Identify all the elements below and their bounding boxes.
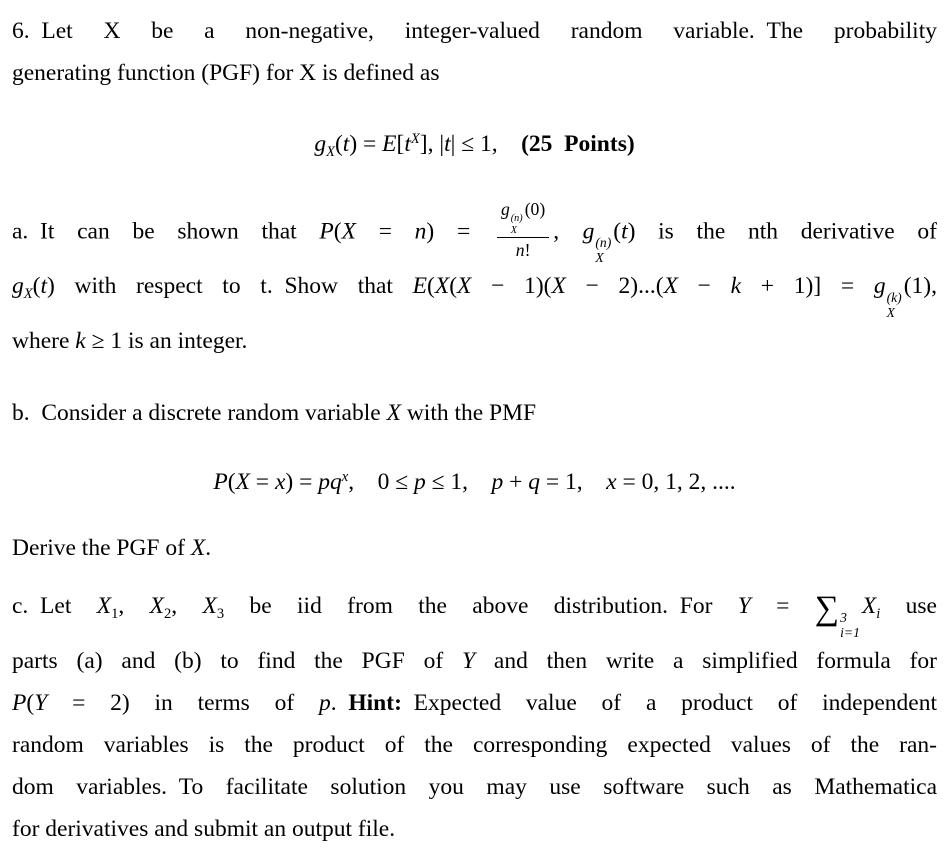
math-italic-run: P	[319, 218, 334, 245]
text-run: | ≤ 1,	[450, 131, 522, 157]
part-b	[12, 392, 937, 434]
text-run: (1),	[903, 273, 937, 300]
part-c-line-1	[12, 585, 937, 640]
summation-symbol: ∑	[814, 590, 840, 628]
math-italic-run: X	[386, 400, 401, 427]
text-run: (	[227, 469, 236, 496]
math-italic-run: P	[213, 469, 228, 496]
math-italic-run: g	[873, 273, 886, 300]
subscript: 1	[111, 606, 119, 623]
math-subsup	[840, 610, 860, 641]
math-italic-run: X	[149, 593, 164, 620]
part-c	[12, 585, 937, 850]
math-italic-run: pq	[318, 469, 342, 496]
bold-run: (25 Points)	[521, 131, 635, 157]
math-italic-run: p	[318, 690, 331, 717]
intro-line-2	[12, 52, 937, 94]
math-italic-run: X	[202, 593, 217, 620]
part-a-line-3	[12, 320, 937, 362]
subscript: 2	[163, 606, 172, 623]
text-run: (	[26, 690, 35, 717]
text-run: − 1)(	[471, 273, 552, 300]
math-italic-run: x	[274, 469, 286, 496]
math-italic-run: k	[730, 273, 742, 300]
math-subsup	[887, 290, 902, 321]
superscript: (k)	[886, 289, 902, 305]
text-run: .	[205, 535, 212, 562]
text-run: 6. Let X be a non-negative, integer-valued random variable. The probability	[12, 18, 937, 44]
text-run: ], |	[419, 131, 445, 157]
part-a	[12, 201, 937, 362]
text-run: be iid from the above distribution. For	[224, 593, 738, 620]
math-fraction	[497, 198, 549, 262]
text-run: [	[396, 131, 405, 157]
text-run: dom variables. To facilitate solution you may use software such as Mathematica	[12, 774, 937, 801]
text-run: ,	[553, 218, 583, 245]
text-run: (	[613, 218, 622, 245]
math-italic-run: g	[582, 218, 595, 245]
text-run: .	[330, 690, 349, 717]
math-italic-run: E	[382, 131, 397, 157]
derive-line	[12, 527, 937, 569]
subscript: i=1	[840, 625, 860, 641]
part-c-line-2	[12, 640, 937, 682]
text-run: (0)	[524, 199, 546, 220]
text-run: ) =	[349, 131, 383, 157]
math-subsup	[595, 235, 611, 266]
math-italic-run: k	[75, 328, 86, 355]
bold-run: Hint:	[348, 690, 402, 717]
subscript: i	[876, 606, 881, 623]
math-italic-run: X	[235, 469, 250, 496]
subscript: X	[23, 286, 33, 303]
text-run: =	[750, 593, 815, 620]
fraction-numerator	[497, 198, 549, 238]
subscript: X	[595, 250, 604, 266]
text-run: ,	[118, 593, 150, 620]
math-subsup	[511, 213, 523, 236]
text-run: a. It can be shown that	[12, 218, 320, 245]
math-italic-run: p	[491, 469, 504, 496]
text-run: (	[32, 273, 41, 300]
math-italic-run: g	[314, 131, 327, 157]
fraction-denominator	[516, 238, 531, 262]
subscript: X	[886, 305, 895, 321]
math-italic-run: t	[621, 218, 628, 245]
text-run: , 0 ≤	[348, 469, 414, 496]
math-italic-run: n	[515, 240, 525, 261]
math-italic-run: t	[342, 131, 350, 157]
intro-line-1	[12, 10, 937, 52]
superscript: (n)	[595, 234, 612, 250]
text-run: = 2) in terms of	[47, 690, 319, 717]
text-run: − 2)...(	[565, 273, 664, 300]
math-italic-run: t	[444, 131, 451, 157]
text-run: =	[355, 218, 415, 245]
part-a-line-2	[12, 265, 937, 320]
text-run: + 1)] =	[741, 273, 874, 300]
subscript: X	[510, 224, 518, 236]
text-run: −	[677, 273, 731, 300]
text-run: generating function (PGF) for X is defined as	[12, 60, 440, 86]
math-italic-run: Y	[34, 690, 48, 717]
text-run: = 0, 1, 2, ....	[616, 469, 736, 496]
text-run: Derive the PGF of	[12, 535, 191, 562]
text-run: where	[12, 328, 76, 355]
text-run: Expected value of a product of independent	[401, 690, 937, 717]
math-italic-run: E	[412, 273, 428, 300]
part-c-line-4	[12, 724, 937, 766]
part-c-line-3	[12, 682, 937, 724]
text-run: random variables is the product of the corresponding expected values of the ran-	[12, 732, 937, 759]
superscript: X	[410, 131, 420, 147]
equation-pgf-definition	[12, 118, 937, 173]
text-run: (	[449, 273, 458, 300]
math-italic-run: X	[341, 218, 356, 245]
part-b-line-1	[12, 392, 937, 434]
math-italic-run: X	[434, 273, 450, 300]
subscript: X	[326, 144, 335, 161]
math-italic-run: X	[457, 273, 472, 300]
text-run: =	[249, 469, 275, 496]
text-run: +	[503, 469, 529, 496]
text-run: ≤ 1,	[425, 469, 492, 496]
text-run: ) is the nth derivative of	[627, 218, 937, 245]
text-run: for derivatives and submit an output file.	[12, 816, 396, 843]
math-italic-run: t	[404, 131, 411, 157]
text-run: (	[334, 131, 343, 157]
text-run: !	[524, 240, 531, 261]
text-run: ) =	[285, 469, 319, 496]
part-c-line-5	[12, 766, 937, 808]
math-italic-run: Y	[462, 648, 476, 675]
text-run: b. Consider a discrete random variable	[12, 400, 387, 427]
text-run: with the PMF	[400, 400, 537, 427]
math-italic-run: X	[551, 273, 566, 300]
math-italic-run: t	[40, 273, 48, 300]
part-a-line-1	[12, 201, 937, 265]
math-italic-run: n	[414, 218, 427, 245]
text-run: ) =	[426, 218, 493, 245]
superscript: 3	[840, 609, 847, 625]
math-italic-run: g	[12, 273, 24, 300]
superscript: x	[341, 469, 349, 486]
text-run: ,	[171, 593, 203, 620]
math-italic-run: X	[663, 273, 678, 300]
part-b-derive	[12, 527, 937, 569]
math-italic-run: p	[413, 469, 426, 496]
text-run: and then write a simplified formula for	[475, 648, 937, 675]
math-italic-run: q	[528, 469, 541, 496]
math-italic-run: X	[96, 593, 112, 620]
problem-intro	[12, 10, 937, 94]
math-italic-run: P	[12, 690, 27, 717]
text-run: c. Let	[12, 593, 97, 620]
text-run: = 1,	[540, 469, 607, 496]
part-c-line-6	[12, 808, 937, 850]
math-italic-run: x	[606, 469, 617, 496]
math-italic-run: Y	[737, 593, 751, 620]
math-italic-run: X	[861, 593, 877, 620]
text-run: (	[333, 218, 342, 245]
math-italic-run: X	[190, 535, 206, 562]
math-italic-run: g	[500, 199, 510, 220]
subscript: 3	[216, 606, 225, 623]
text-run: parts (a) and (b) to find the PGF of	[12, 648, 462, 675]
superscript: (n)	[510, 213, 523, 225]
equation-pmf	[12, 456, 937, 503]
text-run: ) with respect to t. Show that	[47, 273, 413, 300]
text-run: use	[880, 593, 937, 620]
problem-document	[12, 10, 937, 850]
text-run: ≥ 1 is an integer.	[85, 328, 248, 355]
text-run: (	[427, 273, 435, 300]
